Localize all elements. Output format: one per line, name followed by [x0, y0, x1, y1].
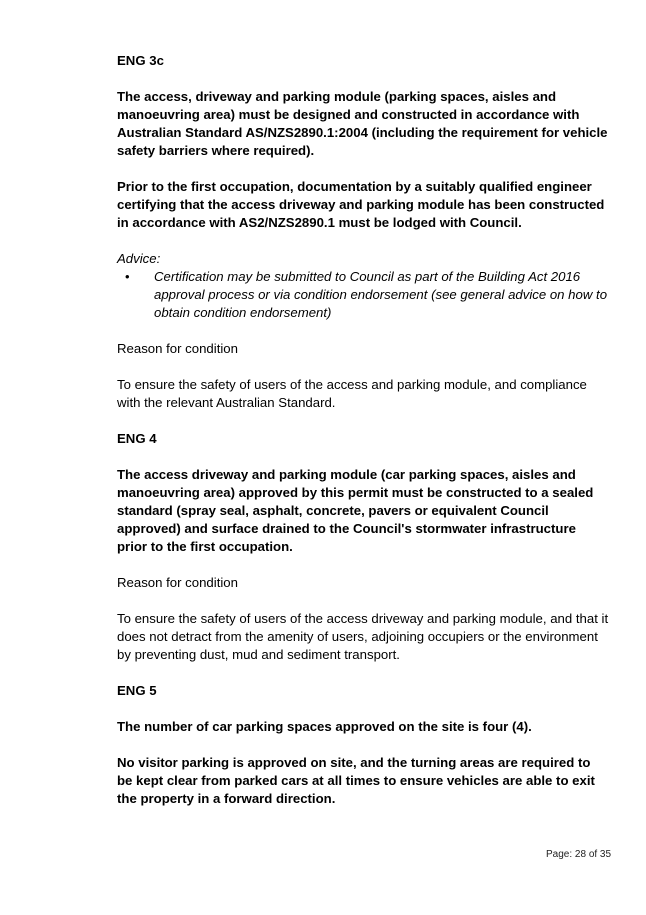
eng5-visitor-parking-text: No visitor parking is approved on site, and the turning areas are required to be kept clear from parked cars at all times to ensure vehicles are able to exit the property in a forward direction.: [117, 755, 595, 806]
advice-label: Advice:: [117, 251, 161, 266]
advice-bullet-text: Certification may be submitted to Council as part of the Building Act 2016 approval process or via condition endorsement (see general advice on how to obtain condition endorsement): [154, 269, 608, 320]
eng3c-heading: ENG 3c: [117, 53, 164, 68]
eng3c-reason-text: To ensure the safety of users of the access and parking module, and compliance with the relevant Australian Standard.: [117, 377, 587, 410]
bullet-icon: •: [125, 269, 130, 284]
document-page: [117, 52, 609, 808]
eng3c-reason-label: Reason for condition: [117, 341, 238, 356]
advice-bullet-item: [117, 268, 609, 322]
eng3c-condition-text: The access, driveway and parking module (parking spaces, aisles and manoeuvring area) must be designed and constructed in accordance with Australian Standard AS/NZS2890.1:2004 (including the requirement for vehicle safety barriers where required).: [117, 89, 608, 158]
eng3c-certification-text: Prior to the first occupation, documentation by a suitably qualified engineer certifying that the access driveway and parking module has been constructed in accordance with AS2/NZS2890.1 must be lodged with Council.: [117, 179, 605, 230]
page-number: Page: 28 of 35: [546, 849, 612, 860]
eng4-heading: ENG 4: [117, 431, 157, 446]
eng4-reason-label: Reason for condition: [117, 575, 238, 590]
eng5-heading: ENG 5: [117, 683, 157, 698]
eng5-condition-text: The number of car parking spaces approved on the site is four (4).: [117, 719, 532, 734]
eng4-condition-text: The access driveway and parking module (car parking spaces, aisles and manoeuvring area) approved by this permit must be constructed to a sealed standard (spray seal, asphalt, concrete, pavers or equivalent Council approved) and surface drained to the Council's stormwater infrastructure prior to the first occupation.: [117, 467, 594, 554]
eng4-reason-text: To ensure the safety of users of the access driveway and parking module, and that it does not detract from the amenity of users, adjoining occupiers or the environment by preventing dust, mud and sediment transport.: [117, 611, 609, 662]
